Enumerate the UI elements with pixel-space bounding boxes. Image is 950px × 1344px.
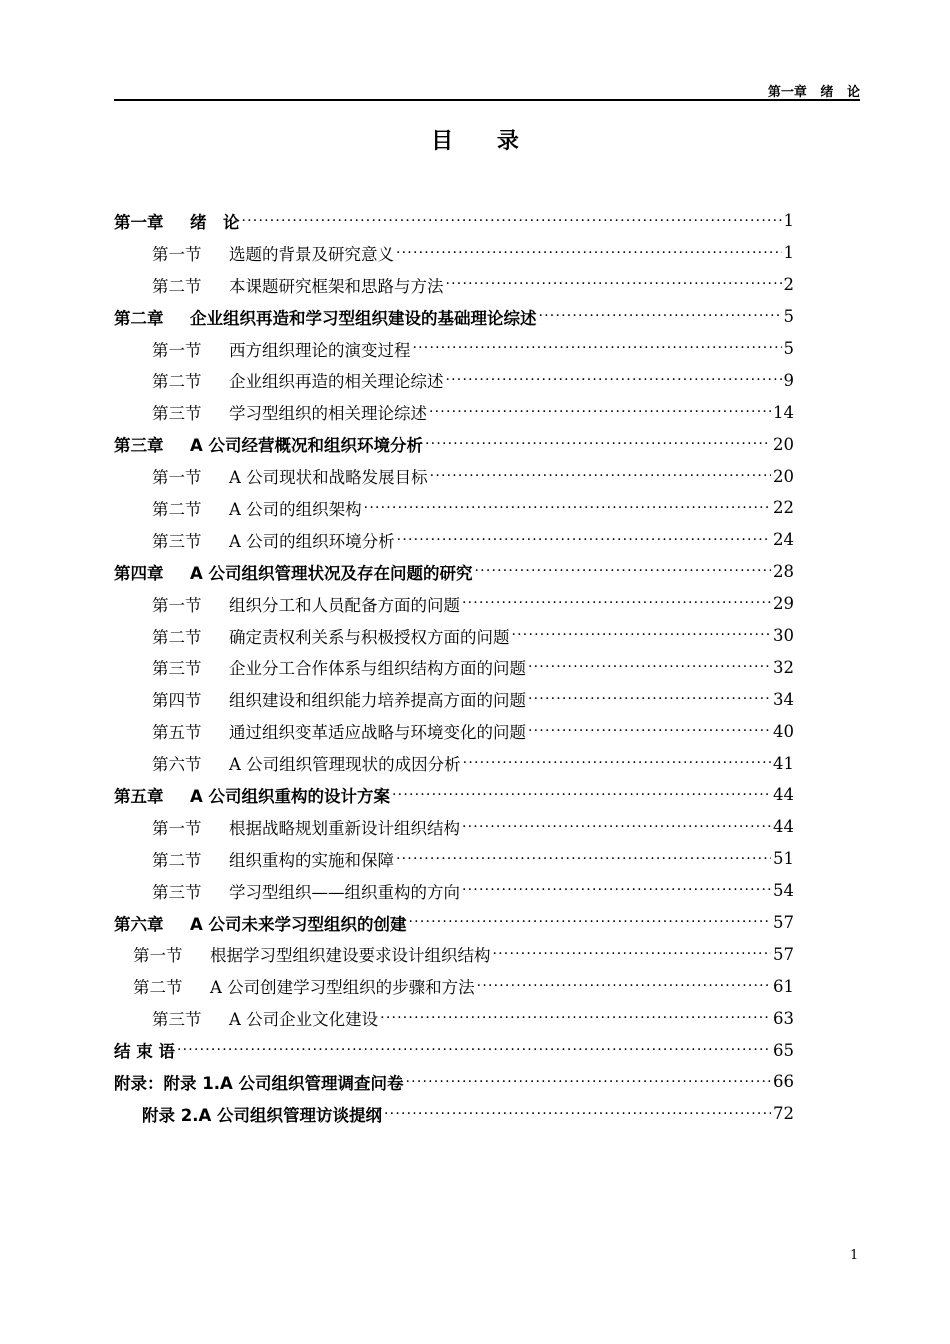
toc-entry-number: 第一章 [114, 212, 164, 232]
toc-entry-page: 32 [773, 657, 794, 677]
toc-entry-title: 通过组织变革适应战略与环境变化的问题 [229, 723, 526, 743]
dot-leader [177, 1043, 771, 1060]
toc-entry-title: 本课题研究框架和思路与方法 [229, 276, 444, 296]
toc-entry[interactable] [114, 779, 794, 811]
toc-entry[interactable] [114, 333, 794, 365]
toc-entry-title: 附录：附录 1.A 公司组织管理调查问卷 [114, 1073, 404, 1093]
toc-entry-title: A 公司未来学习型组织的创建 [190, 914, 407, 934]
header-rule [114, 99, 860, 101]
toc-entry-title: A 公司的组织架构 [229, 499, 362, 519]
toc-entry[interactable] [114, 205, 794, 237]
toc-entry-number: 第一节 [152, 595, 202, 615]
toc-entry-title: A 公司组织重构的设计方案 [190, 786, 391, 806]
toc-entry-page: 61 [773, 976, 794, 996]
dot-leader [396, 852, 771, 869]
toc-entry-title: 企业分工合作体系与组织结构方面的问题 [229, 659, 526, 679]
toc-entry-number: 第一节 [152, 468, 202, 488]
toc-entry[interactable] [114, 428, 794, 460]
dot-leader [406, 1075, 771, 1092]
dot-leader [462, 820, 771, 837]
dot-leader [429, 405, 771, 422]
toc-entry-number: 第二节 [152, 372, 202, 392]
toc-entry-title: 绪 论 [190, 212, 240, 232]
toc-entry-page: 1 [783, 243, 794, 263]
toc-entry-title: 组织分工和人员配备方面的问题 [229, 595, 460, 615]
toc-entry-number: 第四章 [114, 563, 164, 583]
toc-entry[interactable] [114, 843, 794, 875]
toc-entry-title: 根据学习型组织建设要求设计组织结构 [210, 946, 491, 966]
toc-entry[interactable] [114, 492, 794, 524]
dot-leader [463, 756, 771, 773]
toc-entry[interactable] [114, 811, 794, 843]
toc-entry-page: 54 [773, 881, 794, 901]
toc-entry[interactable] [114, 460, 794, 492]
toc-entry-page: 40 [773, 721, 794, 741]
toc-entry-number: 第二章 [114, 308, 164, 328]
toc-entry-number: 第三节 [152, 531, 202, 551]
dot-leader [462, 596, 771, 613]
running-header: 第一章 绪 论 [767, 85, 860, 100]
toc-entry-number: 第一节 [152, 818, 202, 838]
toc-entry-page: 29 [773, 594, 794, 614]
toc-entry[interactable] [114, 1034, 794, 1066]
toc-entry[interactable] [114, 875, 794, 907]
dot-leader [528, 724, 771, 741]
toc-entry[interactable] [114, 1066, 794, 1098]
toc-entry-number: 第三节 [152, 882, 202, 902]
toc-entry-page: 22 [773, 498, 794, 518]
dot-leader [493, 947, 772, 964]
toc-entry-title: 企业组织再造的相关理论综述 [229, 372, 444, 392]
toc-entry-page: 2 [783, 275, 794, 295]
toc-entry-page: 9 [783, 370, 794, 390]
toc-entry-title: A 公司组织管理状况及存在问题的研究 [190, 563, 473, 583]
toc-entry-title: 确定责权利关系与积极授权方面的问题 [229, 627, 510, 647]
toc-entry-title: 西方组织理论的演变过程 [229, 340, 411, 360]
toc-entry-title: 学习型组织——组织重构的方向 [229, 882, 460, 902]
toc-entry-page: 72 [773, 1104, 794, 1124]
toc-entry[interactable] [114, 620, 794, 652]
toc-entry-number: 第二节 [152, 276, 202, 296]
toc-entry[interactable] [114, 301, 794, 333]
toc-entry-page: 14 [773, 402, 794, 422]
toc-entry-number: 第一节 [152, 244, 202, 264]
toc-entry-page: 5 [783, 307, 794, 327]
toc-entry-title: 企业组织再造和学习型组织建设的基础理论综述 [190, 308, 537, 328]
toc-entry-title: 附录 2.A 公司组织管理访谈提纲 [142, 1105, 383, 1125]
toc-entry[interactable] [114, 715, 794, 747]
toc-entry[interactable] [114, 524, 794, 556]
toc-entry-title: 根据战略规划重新设计组织结构 [229, 818, 460, 838]
toc-entry-title: 组织重构的实施和保障 [229, 850, 394, 870]
toc-entry-title: A 公司组织管理现状的成因分析 [229, 755, 461, 775]
toc-entry-title: 结 束 语 [114, 1042, 175, 1062]
dot-leader [446, 373, 782, 390]
toc-entry-page: 51 [773, 849, 794, 869]
dot-leader [528, 692, 771, 709]
toc-entry[interactable] [114, 396, 794, 428]
toc-entry-number: 第六章 [114, 914, 164, 934]
toc-entry[interactable] [114, 683, 794, 715]
toc-entry-title: A 公司创建学习型组织的步骤和方法 [210, 978, 475, 998]
toc-entry[interactable] [114, 1098, 794, 1130]
toc-entry-number: 第三节 [152, 404, 202, 424]
toc-entry-number: 第二节 [152, 627, 202, 647]
toc-entry-page: 57 [773, 913, 794, 933]
toc-entry[interactable] [114, 556, 794, 588]
toc-entry-number: 第一节 [152, 340, 202, 360]
dot-leader [477, 979, 771, 996]
toc-entry[interactable] [114, 651, 794, 683]
toc-entry-title: A 公司企业文化建设 [229, 1010, 379, 1030]
toc-entry-number: 第六节 [152, 755, 202, 775]
toc-entry-number: 第四节 [152, 691, 202, 711]
dot-leader [364, 501, 771, 518]
toc-entry-number: 第三节 [152, 1010, 202, 1030]
toc-entry-page: 20 [773, 434, 794, 454]
toc-entry-page: 44 [773, 785, 794, 805]
dot-leader [380, 1011, 771, 1028]
toc-entry[interactable] [114, 1002, 794, 1034]
toc-entry-page: 66 [773, 1072, 794, 1092]
toc-entry-title: A 公司的组织环境分析 [229, 531, 395, 551]
toc-entry[interactable] [114, 907, 794, 939]
toc-entry-number: 第二节 [133, 978, 183, 998]
dot-leader [539, 309, 782, 326]
toc-entry-page: 30 [773, 626, 794, 646]
toc-entry[interactable] [114, 747, 794, 779]
page-number: 1 [850, 1248, 859, 1263]
dot-leader [242, 214, 782, 231]
toc-entry-page: 1 [783, 211, 794, 231]
dot-leader [392, 788, 771, 805]
toc-entry[interactable] [114, 588, 794, 620]
toc-entry-number: 第一节 [133, 946, 183, 966]
dot-leader [528, 660, 771, 677]
toc-entry[interactable] [114, 237, 794, 269]
toc-entry-page: 44 [773, 817, 794, 837]
toc-entry-page: 41 [773, 753, 794, 773]
dot-leader [462, 883, 771, 900]
dot-leader [430, 469, 771, 486]
toc-entry[interactable] [114, 938, 794, 970]
table-of-contents [114, 205, 794, 1130]
toc-entry-page: 5 [783, 339, 794, 358]
toc-entry-title: 学习型组织的相关理论综述 [229, 404, 427, 424]
toc-entry-title: A 公司经营概况和组织环境分析 [190, 436, 424, 456]
toc-title: 目 录 [431, 129, 537, 154]
toc-entry-title: 选题的背景及研究意义 [229, 244, 394, 264]
toc-entry-number: 第二节 [152, 850, 202, 870]
toc-entry-number: 第五章 [114, 786, 164, 806]
dot-leader [475, 564, 771, 581]
toc-entry-page: 20 [773, 466, 794, 486]
toc-entry-number: 第五节 [152, 723, 202, 743]
toc-entry-page: 34 [773, 689, 794, 709]
toc-entry[interactable] [114, 970, 794, 1002]
toc-entry-title: 组织建设和组织能力培养提高方面的问题 [229, 691, 526, 711]
toc-entry-number: 第二节 [152, 499, 202, 519]
toc-entry-page: 24 [773, 530, 794, 550]
dot-leader [396, 246, 782, 263]
toc-entry[interactable] [114, 269, 794, 301]
toc-entry-page: 28 [773, 562, 794, 582]
dot-leader [446, 277, 782, 294]
toc-entry-number: 第三章 [114, 436, 164, 456]
dot-leader [384, 1107, 771, 1124]
toc-entry-page: 65 [773, 1040, 794, 1060]
dot-leader [512, 628, 772, 645]
toc-entry[interactable] [114, 364, 794, 396]
toc-entry-number: 第三节 [152, 659, 202, 679]
dot-leader [425, 437, 771, 454]
dot-leader [397, 533, 771, 550]
dot-leader [409, 915, 771, 932]
toc-entry-title: A 公司现状和战略发展目标 [229, 468, 428, 488]
toc-entry-page: 57 [773, 944, 794, 964]
dot-leader [413, 341, 782, 358]
toc-entry-page: 63 [773, 1008, 794, 1028]
